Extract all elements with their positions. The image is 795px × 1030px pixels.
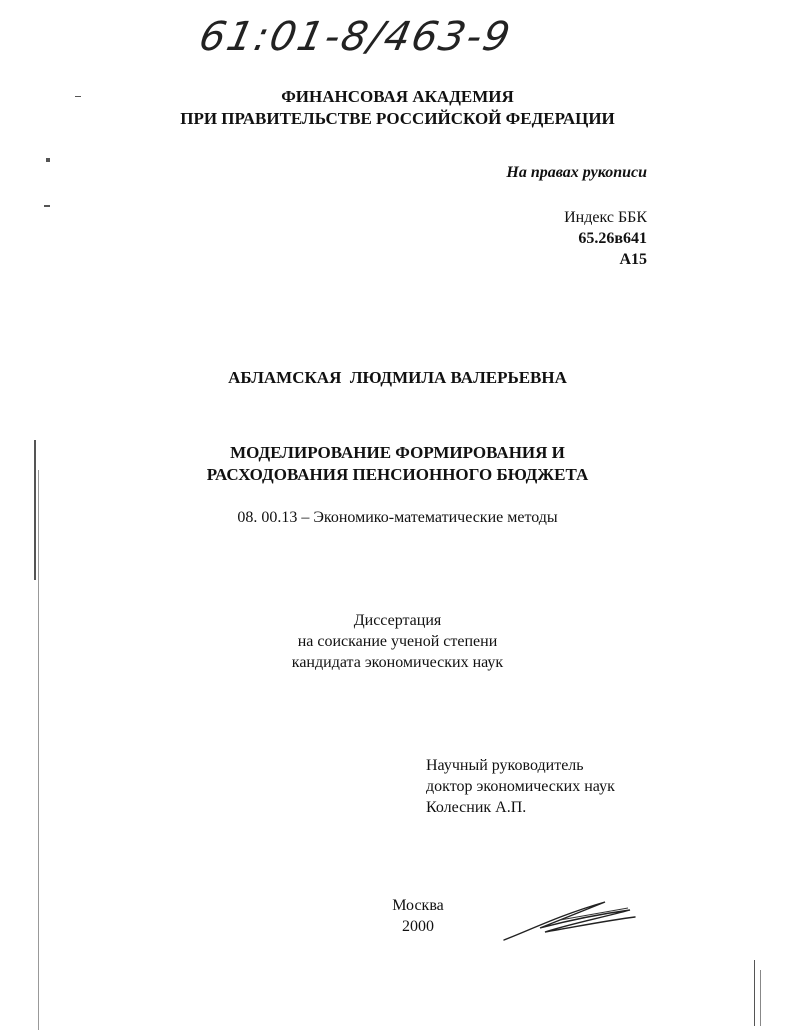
organization-line-1: ФИНАНСОВАЯ АКАДЕМИЯ [281, 87, 514, 106]
margin-dot [46, 158, 50, 162]
manuscript-note: На правах рукописи [506, 164, 647, 181]
supervisor-line-3: Колесник А.П. [426, 799, 527, 816]
dissertation-title [0, 442, 795, 486]
bbk-code: 65.26в641 [578, 230, 647, 247]
edge-line [760, 970, 761, 1026]
supervisor-block [426, 755, 615, 818]
supervisor-line-2: доктор экономических наук [426, 778, 615, 795]
year: 2000 [402, 918, 434, 935]
title-line-1: МОДЕЛИРОВАНИЕ ФОРМИРОВАНИЯ И [230, 443, 565, 462]
dissertation-degree [0, 610, 795, 673]
signature [500, 890, 640, 950]
degree-line-1: Диссертация [353, 612, 442, 629]
organization-line-2: ПРИ ПРАВИТЕЛЬСТВЕ РОССИЙСКОЙ ФЕДЕРАЦИИ [180, 109, 615, 128]
place: Москва [392, 897, 444, 914]
bbk-author-mark: А15 [619, 251, 647, 268]
degree-line-3: кандидата экономических наук [291, 654, 504, 671]
handwritten-code: 61:01-8/463-9 [195, 14, 516, 60]
place-and-year [378, 895, 458, 937]
supervisor-line-1: Научный руководитель [426, 757, 584, 774]
binding-line [38, 470, 39, 1030]
title-line-2: РАСХОДОВАНИЯ ПЕНСИОННОГО БЮДЖЕТА [206, 465, 589, 484]
edge-line [754, 960, 755, 1026]
degree-line-2: на соискание ученой степени [297, 633, 498, 650]
specialty-code: 08. 00.13 – Экономико-математические методы [237, 509, 558, 526]
margin-dash [44, 205, 50, 207]
bbk-index [564, 207, 647, 270]
organization-heading [0, 86, 795, 130]
bbk-label: Индекс ББК [564, 209, 647, 226]
author-name: АБЛАМСКАЯ ЛЮДМИЛА ВАЛЕРЬЕВНА [228, 368, 567, 387]
